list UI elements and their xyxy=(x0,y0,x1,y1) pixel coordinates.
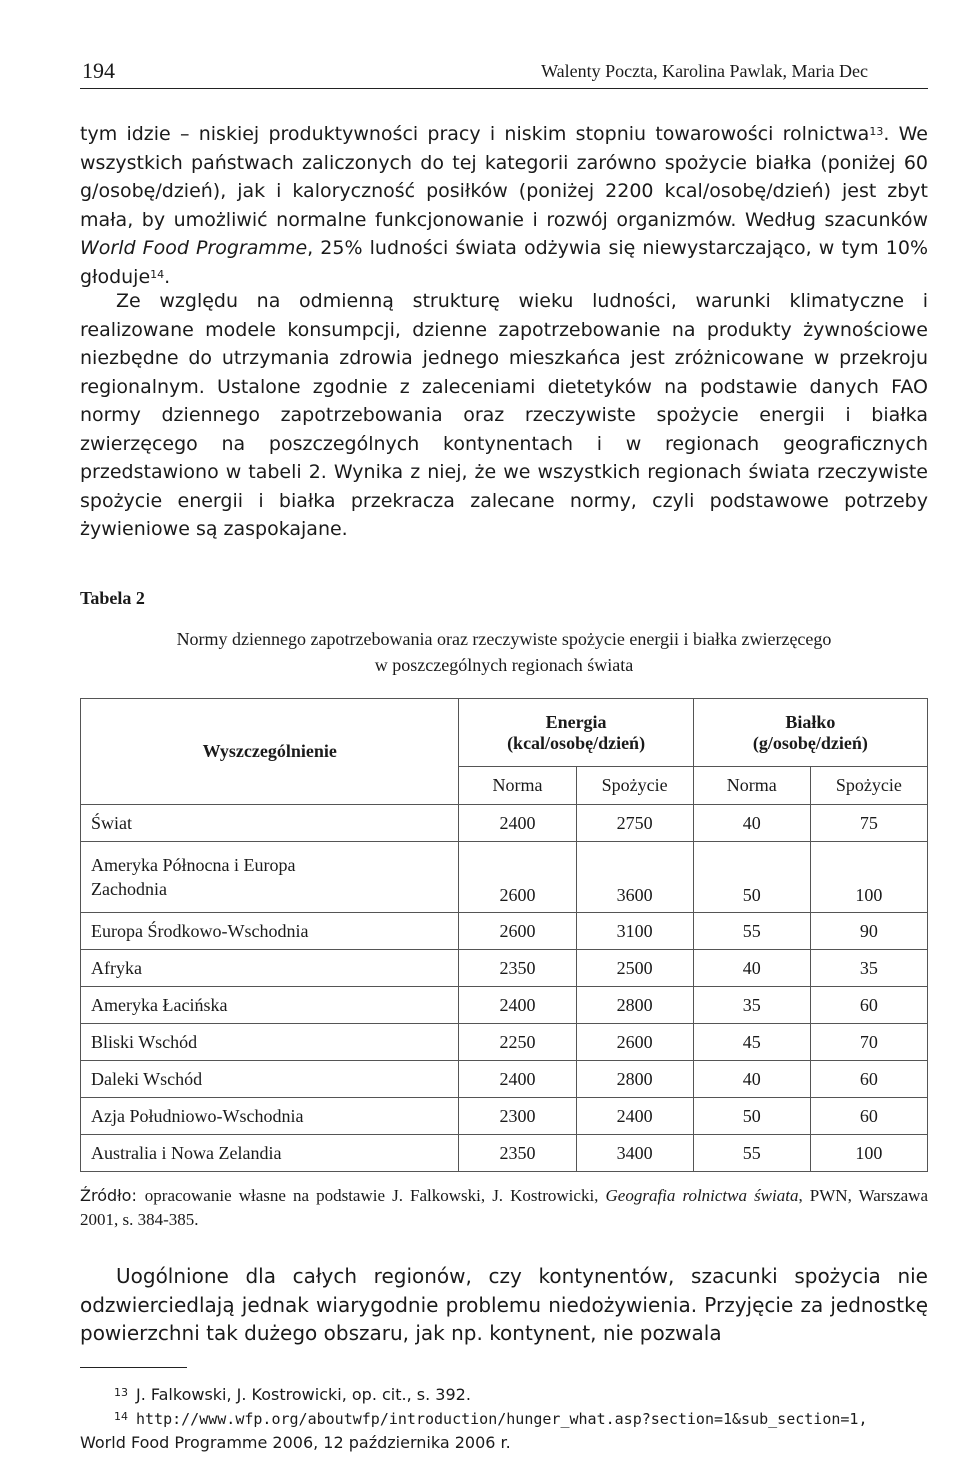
row-name: Afryka xyxy=(81,950,459,987)
table-row xyxy=(81,1135,928,1172)
cell-energy-norm: 2400 xyxy=(459,1061,576,1098)
para1-text-c: , 25% ludności świata odżywia się niewystarczająco, w tym 10% głoduje xyxy=(80,237,928,288)
data-table xyxy=(80,698,928,1172)
cell-protein-intake: 75 xyxy=(810,805,927,842)
cell-protein-norm: 50 xyxy=(693,1098,810,1135)
cell-energy-intake: 3400 xyxy=(576,1135,693,1172)
row-name-line-2: Zachodnia xyxy=(91,879,167,899)
table-caption-line-1: Normy dziennego zapotrzebowania oraz rzeczywiste spożycie energii i białka zwierzęcego xyxy=(176,629,832,649)
paragraph-3: Uogólnione dla całych regionów, czy kontynentów, szacunki spożycia nie odzwierciedlają jednak wiarygodnie problemu niedożywienia. Przyjęcie za jednostkę powierzchni tak dużego obszaru, jak np. kontynent, nie pozwala xyxy=(80,1264,928,1345)
cell-protein-intake: 60 xyxy=(810,1061,927,1098)
cell-energy-norm: 2350 xyxy=(459,1135,576,1172)
cell-protein-intake: 100 xyxy=(810,1135,927,1172)
table-source-note xyxy=(80,1184,928,1232)
table-label: Tabela 2 xyxy=(80,588,145,608)
row-name: Bliski Wschód xyxy=(81,1024,459,1061)
subheader-protein-norm: Norma xyxy=(693,767,810,805)
table-row xyxy=(81,913,928,950)
footnote-13-text: J. Falkowski, J. Kostrowicki, op. cit., s. 392. xyxy=(136,1385,471,1404)
cell-energy-intake: 2750 xyxy=(576,805,693,842)
cell-energy-intake: 2600 xyxy=(576,1024,693,1061)
cell-protein-intake: 60 xyxy=(810,1098,927,1135)
table-row xyxy=(81,987,928,1024)
running-head: Walenty Poczta, Karolina Pawlak, Maria Dec xyxy=(541,61,868,81)
cell-energy-norm: 2600 xyxy=(459,842,576,913)
footnote-14-url[interactable]: http://www.wfp.org/aboutwfp/introduction/hunger_what.asp?section=1&sub_section=1, xyxy=(136,1410,868,1428)
header-energy-unit: (kcal/osobę/dzień) xyxy=(507,732,646,753)
cell-protein-intake: 60 xyxy=(810,987,927,1024)
source-text-b: , PWN, Warszawa 2001, s. 384-385. xyxy=(80,1186,929,1229)
cell-protein-intake: 100 xyxy=(810,842,927,913)
cell-energy-norm: 2300 xyxy=(459,1098,576,1135)
footnote-13-number: 13 xyxy=(114,1386,128,1399)
table-row xyxy=(81,1024,928,1061)
cell-energy-intake: 3100 xyxy=(576,913,693,950)
header-protein xyxy=(693,699,927,767)
cell-protein-norm: 55 xyxy=(693,1135,810,1172)
header-protein-unit: (g/osobę/dzień) xyxy=(752,732,868,753)
source-italic-title: Geografia rolnictwa świata xyxy=(605,1186,799,1205)
page-number: 194 xyxy=(82,58,115,83)
footnote-ref-13[interactable]: 13 xyxy=(869,125,884,138)
para1-text-d: . xyxy=(164,265,171,288)
cell-protein-intake: 35 xyxy=(810,950,927,987)
page-header xyxy=(80,58,928,88)
table-caption-line-2: w poszczególnych regionach świata xyxy=(374,655,634,675)
cell-protein-norm: 55 xyxy=(693,913,810,950)
para1-italic: World Food Programme xyxy=(80,237,308,259)
table-row xyxy=(81,1098,928,1135)
subheader-energy-intake: Spożycie xyxy=(576,767,693,805)
cell-energy-norm: 2250 xyxy=(459,1024,576,1061)
cell-protein-norm: 40 xyxy=(693,950,810,987)
cell-protein-norm: 50 xyxy=(693,842,810,913)
source-text-a: opracowanie własne na podstawie J. Falkowski, J. Kostrowicki, xyxy=(144,1186,606,1205)
table-header-row xyxy=(81,699,928,767)
footnote-14-text: World Food Programme 2006, 12 października 2006 r. xyxy=(80,1433,511,1452)
footnote-14 xyxy=(80,1407,928,1455)
footnote-rule xyxy=(80,1367,187,1368)
para1-text-b: . We wszystkich państwach zaliczonych do tej kategorii zarówno spożycie białka (poniżej 60 g/osobę/dzień), jak i kaloryczność posiłków (poniżej 2200 kcal/osobę/dzień) jest zbyt mała, by umożliwić normalne funkcjonowanie i rozwój organizmów. Według szacunków xyxy=(80,123,928,231)
source-label: Źródło: xyxy=(80,1186,137,1205)
header-col-name: Wyszczególnienie xyxy=(81,699,459,805)
cell-protein-norm: 40 xyxy=(693,805,810,842)
header-energy-title: Energia xyxy=(545,711,607,732)
cell-energy-intake: 2800 xyxy=(576,1061,693,1098)
cell-energy-norm: 2600 xyxy=(459,913,576,950)
footnote-13 xyxy=(80,1383,928,1407)
table-row xyxy=(81,805,928,842)
cell-energy-norm: 2400 xyxy=(459,805,576,842)
row-name: Azja Południowo-Wschodnia xyxy=(81,1098,459,1135)
cell-energy-intake: 2800 xyxy=(576,987,693,1024)
footnote-ref-14[interactable]: 14 xyxy=(150,267,165,281)
document-page xyxy=(80,0,928,1481)
subheader-energy-norm: Norma xyxy=(459,767,576,805)
subheader-protein-intake: Spożycie xyxy=(810,767,927,805)
footnote-14-number: 14 xyxy=(114,1410,128,1423)
paragraph-1 xyxy=(80,120,928,291)
table-caption xyxy=(80,626,928,678)
table-row xyxy=(81,842,928,913)
row-name xyxy=(81,842,459,913)
cell-protein-intake: 70 xyxy=(810,1024,927,1061)
header-protein-title: Białko xyxy=(785,711,836,732)
cell-protein-norm: 45 xyxy=(693,1024,810,1061)
row-name: Ameryka Łacińska xyxy=(81,987,459,1024)
row-name: Świat xyxy=(81,805,459,842)
cell-energy-norm: 2350 xyxy=(459,950,576,987)
row-name-line-1: Ameryka Północna i Europa xyxy=(91,855,296,875)
para1-text-a: tym idzie – niskiej produktywności pracy i niskim stopniu towarowości rolnictwa xyxy=(80,123,870,145)
row-name: Europa Środkowo-Wschodnia xyxy=(81,913,459,950)
row-name: Daleki Wschód xyxy=(81,1061,459,1098)
table-row xyxy=(81,950,928,987)
cell-protein-norm: 40 xyxy=(693,1061,810,1098)
cell-energy-intake: 2400 xyxy=(576,1098,693,1135)
cell-protein-intake: 90 xyxy=(810,913,927,950)
paragraph-2: Ze względu na odmienną strukturę wieku ludności, warunki klimatyczne i realizowane modele konsumpcji, dzienne zapotrzebowanie na produkty żywnościowe niezbędne do utrzymania zdrowia jednego mieszkańca jest zróżnicowane w przekroju regionalnym. Ustalone zgodnie z zaleceniami dietetyków na podstawie danych FAO normy dziennego zapotrzebowania oraz rzeczywiste spożycie energii i białka zwierzęcego na poszczególnych kontynentach i w regionach geograficznych przedstawiono w tabeli 2. Wynika z niej, że we wszystkich regionach świata rzeczywiste spożycie energii i białka przekracza zalecane normy, czyli podstawowe potrzeby żywieniowe są zaspokajane. xyxy=(80,290,928,540)
cell-energy-norm: 2400 xyxy=(459,987,576,1024)
row-name: Australia i Nowa Zelandia xyxy=(81,1135,459,1172)
table-row xyxy=(81,1061,928,1098)
header-energy xyxy=(459,699,693,767)
header-rule xyxy=(80,88,928,89)
cell-energy-intake: 3600 xyxy=(576,842,693,913)
cell-protein-norm: 35 xyxy=(693,987,810,1024)
cell-energy-intake: 2500 xyxy=(576,950,693,987)
